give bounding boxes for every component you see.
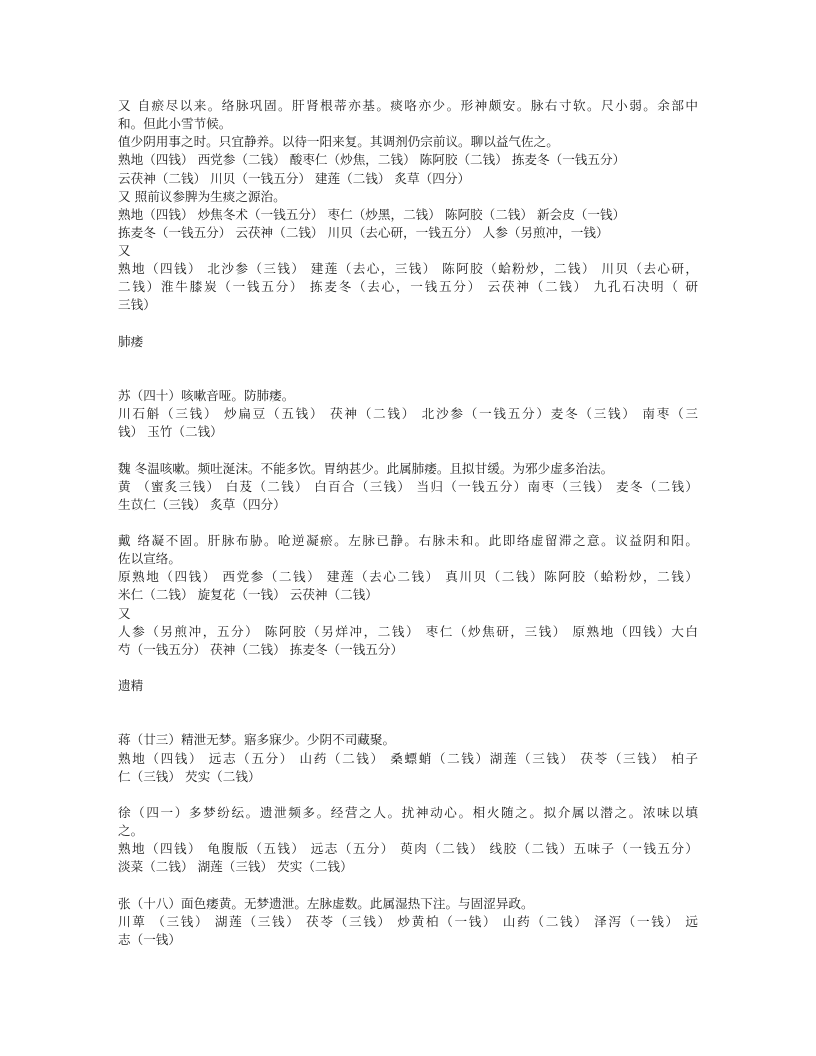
text-line: 云茯神（二钱） 川贝（一钱五分） 建莲（二钱） 炙草（四分） <box>118 170 471 186</box>
text-line: 淡菜（二钱） 湖莲（三钱） 芡实（二钱） <box>118 859 353 875</box>
text-line: 原熟地（四钱） 西党参（二钱） 建莲（去心二钱） 真川贝（二钱）陈阿胶（蛤粉炒，二钱） <box>118 569 698 585</box>
text-line: 人参（另煎冲，五分） 陈阿胶（另烊冲，二钱） 枣仁（炒焦研，三钱） 原熟地（四钱）大白 <box>118 623 698 639</box>
text-line: 又 <box>118 605 131 621</box>
blank-line <box>118 351 698 369</box>
text-line: 二钱）淮牛膝炭（一钱五分） 拣麦冬（去心，一钱五分） 云茯神（二钱） 九孔石决明（ 研 <box>118 279 698 295</box>
text-line: 芍（一钱五分） 茯神（二钱） 拣麦冬（一钱五分） <box>118 641 404 657</box>
text-line: 徐（四一）多梦纷纭。遗泄频多。经营之人。扰神动心。相火随之。拟介属以潜之。浓味以填 <box>118 804 698 820</box>
text-line: 熟地（四钱） 炒焦冬术（一钱五分） 枣仁（炒黑，二钱） 陈阿胶（二钱） 新会皮（一钱） <box>118 206 626 222</box>
text-line: 熟地（四钱） 西党参（二钱） 酸枣仁（炒焦，二钱） 陈阿胶（二钱） 拣麦冬（一钱五分） <box>118 152 626 168</box>
text-line: 志（一钱） <box>118 931 181 947</box>
blank-line <box>118 514 698 532</box>
text-line: 熟地（四钱） 北沙参（三钱） 建莲（去心，三钱） 陈阿胶（蛤粉炒，二钱） 川贝（去心研， <box>118 261 698 277</box>
text-line: 钱） 玉竹（二钱） <box>118 424 223 440</box>
blank-line <box>118 441 698 459</box>
text-line: 拣麦冬（一钱五分） 云茯神（二钱） 川贝（去心研，一钱五分） 人参（另煎冲，一钱） <box>118 224 609 240</box>
text-line: 生苡仁（三钱） 炙草（四分） <box>118 496 286 512</box>
text-line: 蒋（廿三）精泄无梦。寤多寐少。少阴不司藏聚。 <box>118 732 396 748</box>
text-line: 黄 （蜜炙三钱） 白芨（二钱） 白百合（三钱） 当归（一钱五分）南枣（三钱） 麦冬（二钱） <box>118 478 698 494</box>
blank-line <box>118 315 698 333</box>
text-line: 魏 冬温咳嗽。频吐涎沫。不能多饮。胃纳甚少。此属肺痿。且拟甘缓。为邪少虚多治法。 <box>118 460 614 476</box>
blank-line <box>118 876 698 894</box>
text-line: 佐以宣络。 <box>118 551 181 567</box>
text-line: 之。 <box>118 823 144 838</box>
blank-line <box>118 659 698 677</box>
text-line: 川石斛（三钱） 炒扁豆（五钱） 茯神（二钱） 北沙参（一钱五分）麦冬（三钱） 南枣（三 <box>118 406 698 422</box>
text-line: 三钱） <box>118 297 156 313</box>
blank-line <box>118 786 698 804</box>
text-line: 张（十八）面色痿黄。无梦遗泄。左脉虚数。此属湿热下注。与固涩异政。 <box>118 895 534 911</box>
text-line: 川萆 （三钱） 湖莲（三钱） 茯苓（三钱） 炒黄柏（一钱） 山药（二钱） 泽泻（一钱） 远 <box>118 913 698 929</box>
section-heading: 遗精 <box>118 678 144 693</box>
text-line: 又 <box>118 243 131 258</box>
document-page <box>118 97 698 949</box>
text-line: 熟地（四钱） 远志（五分） 山药（二钱） 桑螵蛸（二钱）湖莲（三钱） 茯苓（三钱） 柏子 <box>118 750 698 766</box>
blank-line <box>118 713 698 731</box>
text-line: 仁（三钱） 芡实（二钱） <box>118 768 261 784</box>
text-line: 值少阴用事之时。只宜静养。以待一阳来复。其调剂仍宗前议。聊以益气佐之。 <box>118 134 559 150</box>
text-line: 又 自瘀尽以来。络脉巩固。肝肾根蒂亦基。痰咯亦少。形神颇安。脉右寸软。尺小弱。余部中 <box>118 98 698 113</box>
text-line: 又 照前议参脾为生痰之源治。 <box>118 188 286 204</box>
blank-line <box>118 369 698 387</box>
text-line: 戴 络凝不固。肝脉布胁。呛逆凝瘀。左脉已静。右脉未和。此即络虚留滞之意。议益阴和阳。 <box>118 533 698 548</box>
text-line: 熟地（四钱） 龟腹版（五钱） 远志（五分） 萸肉（二钱） 线胶（二钱）五味子（一钱五分） <box>118 841 698 857</box>
blank-line <box>118 695 698 713</box>
section-heading: 肺痿 <box>118 333 144 349</box>
text-line: 米仁（二钱） 旋复花（一钱） 云茯神（二钱） <box>118 587 378 603</box>
text-line: 苏（四十）咳嗽音哑。防肺痿。 <box>118 388 295 403</box>
text-line: 和。但此小雪节候。 <box>118 116 232 132</box>
